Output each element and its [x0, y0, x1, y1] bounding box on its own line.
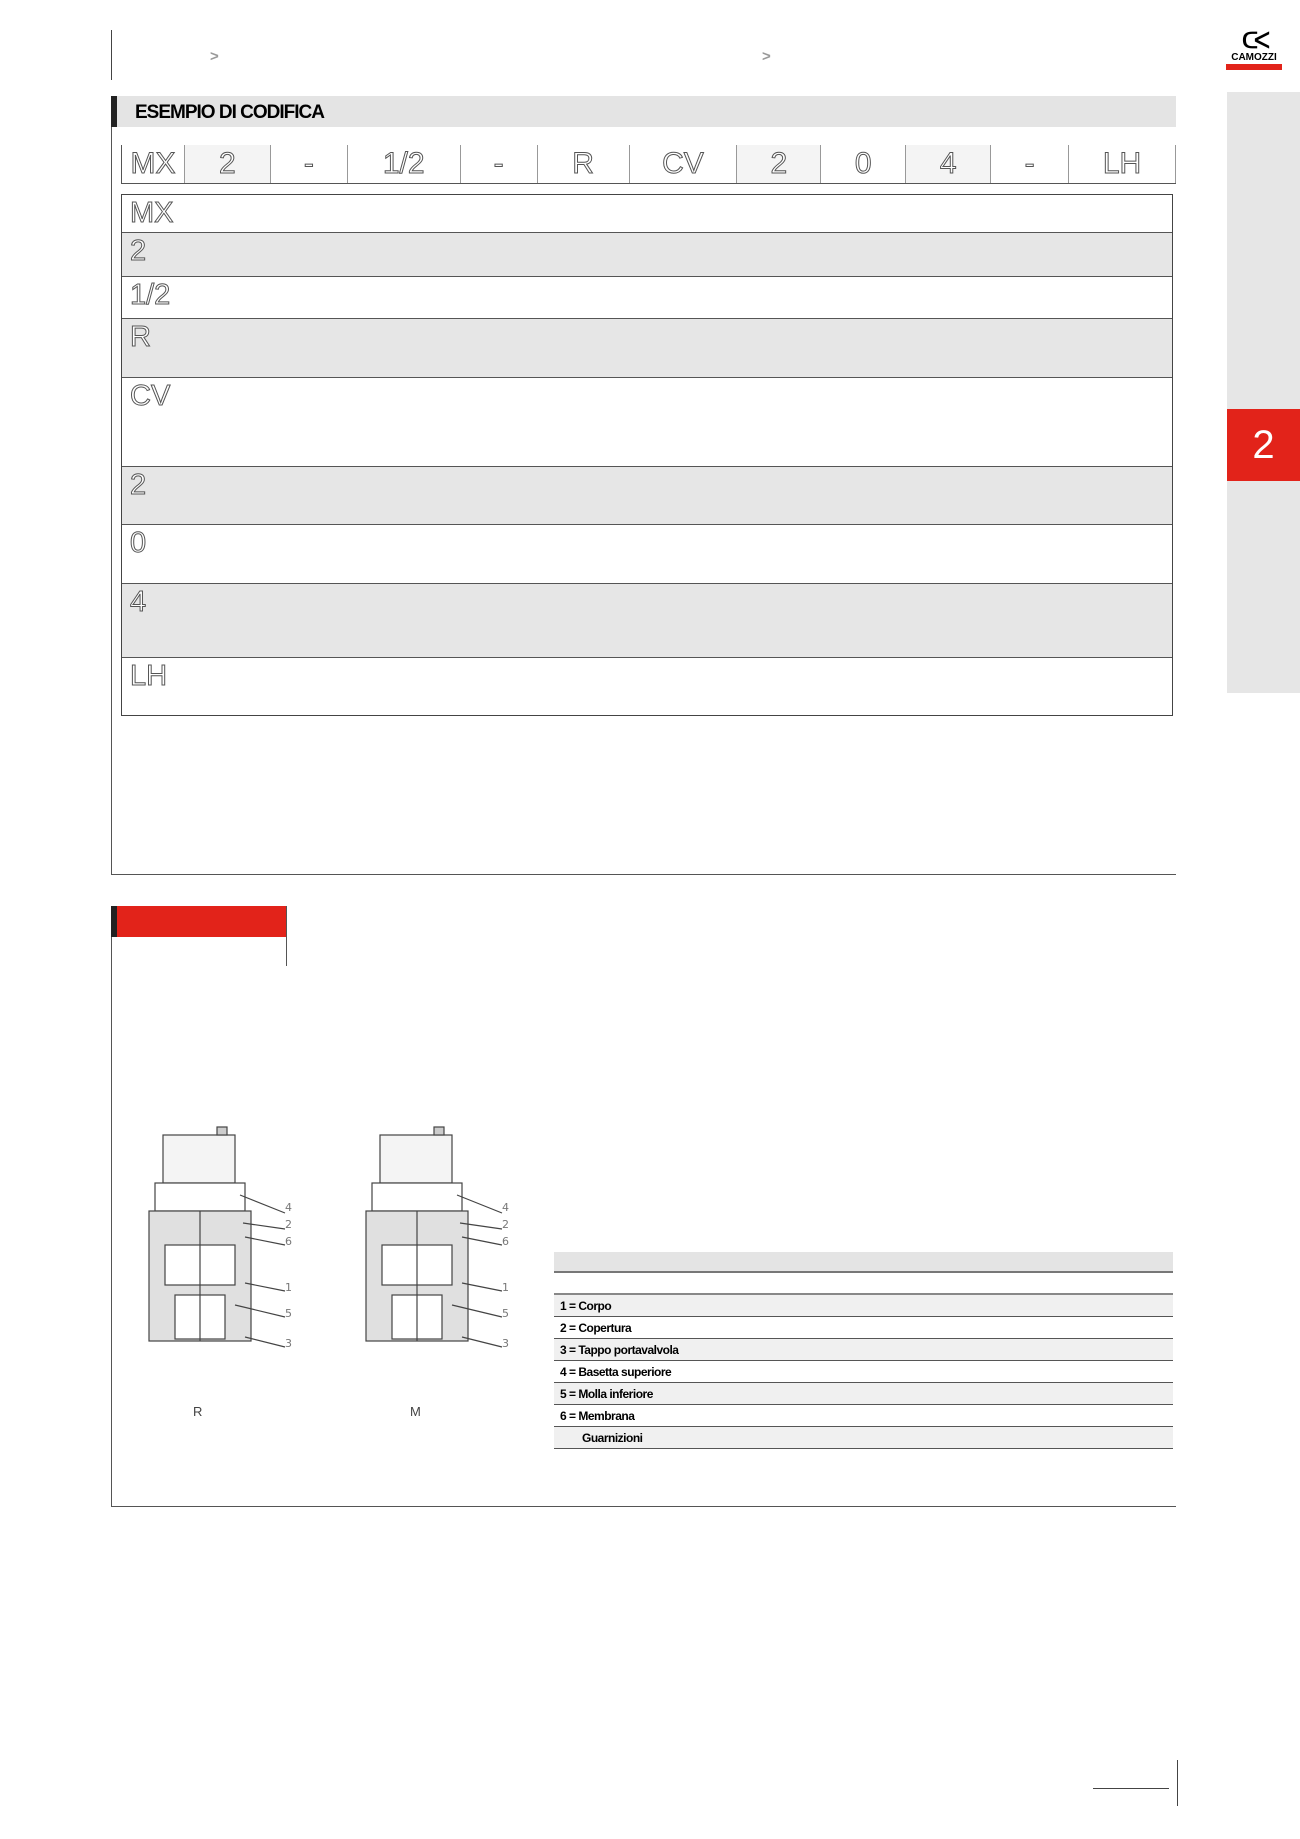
svg-text:1: 1 — [502, 1281, 509, 1294]
section-title: ESEMPIO DI CODIFICA — [135, 102, 324, 123]
breadcrumb-separator: > — [762, 48, 771, 65]
parts-table — [554, 1252, 1173, 1449]
svg-text:5: 5 — [502, 1307, 509, 1320]
drawing-label-r: R — [193, 1404, 203, 1419]
code-detail-row: 4 — [122, 584, 1172, 658]
svg-text:4: 4 — [502, 1201, 509, 1214]
code-segment: MX — [122, 145, 185, 183]
svg-text:5: 5 — [285, 1307, 292, 1320]
code-detail-row: 0 — [122, 525, 1172, 584]
code-detail-row: CV — [122, 378, 1172, 467]
logo-text: CAMOZZI — [1231, 52, 1277, 63]
svg-text:6: 6 — [502, 1235, 509, 1248]
svg-text:2: 2 — [285, 1218, 292, 1231]
code-segment: 2 — [185, 145, 271, 183]
parts-table-header — [554, 1252, 1173, 1273]
code-details-table — [121, 194, 1173, 716]
code-segment: CV — [630, 145, 738, 183]
page-number-line — [1093, 1788, 1169, 1789]
svg-text:6: 6 — [285, 1235, 292, 1248]
code-segment: 0 — [821, 145, 906, 183]
parts-row: 1 = Corpo — [554, 1295, 1173, 1317]
code-example-row — [121, 145, 1176, 184]
page-number-divider — [1177, 1760, 1178, 1806]
code-detail-row: 2 — [122, 233, 1172, 277]
parts-row: Guarnizioni — [554, 1427, 1173, 1449]
parts-row: 3 = Tappo portavalvola — [554, 1339, 1173, 1361]
parts-row: 6 = Membrana — [554, 1405, 1173, 1427]
section2-header-tab — [111, 906, 286, 937]
drawing-version-m — [362, 1125, 512, 1360]
divider — [286, 906, 287, 966]
drawing-version-r — [145, 1125, 295, 1360]
code-detail-row: 2 — [122, 467, 1172, 525]
svg-text:1: 1 — [285, 1281, 292, 1294]
code-segment: - — [991, 145, 1069, 183]
side-tab-active[interactable] — [1227, 409, 1300, 481]
code-segment: LH — [1069, 145, 1176, 183]
logo-mark-icon: ᑕᐸ — [1241, 28, 1267, 53]
header-divider — [111, 30, 112, 80]
code-detail-row: 1/2 — [122, 277, 1172, 319]
svg-text:2: 2 — [502, 1218, 509, 1231]
breadcrumb-separator: > — [210, 48, 219, 65]
code-segment: 1/2 — [348, 145, 461, 183]
code-segment: - — [461, 145, 538, 183]
parts-row: 4 = Basetta superiore — [554, 1361, 1173, 1383]
svg-text:3: 3 — [502, 1337, 509, 1350]
drawing-label-m: M — [410, 1404, 421, 1419]
code-segment: 4 — [906, 145, 991, 183]
parts-row: 5 = Molla inferiore — [554, 1383, 1173, 1405]
svg-text:3: 3 — [285, 1337, 292, 1350]
camozzi-logo — [1226, 30, 1282, 74]
code-segment: - — [271, 145, 348, 183]
code-segment: 2 — [737, 145, 821, 183]
code-segment: R — [538, 145, 630, 183]
code-detail-row: LH — [130, 660, 168, 692]
callout: 4 — [285, 1201, 292, 1214]
code-detail-row: MX — [122, 195, 1172, 233]
side-index-bar — [1227, 92, 1300, 693]
side-tab-number: 2 — [1252, 422, 1275, 467]
section-header — [111, 96, 1176, 127]
parts-row: 2 = Copertura — [554, 1317, 1173, 1339]
code-detail-row: R — [122, 319, 1172, 378]
